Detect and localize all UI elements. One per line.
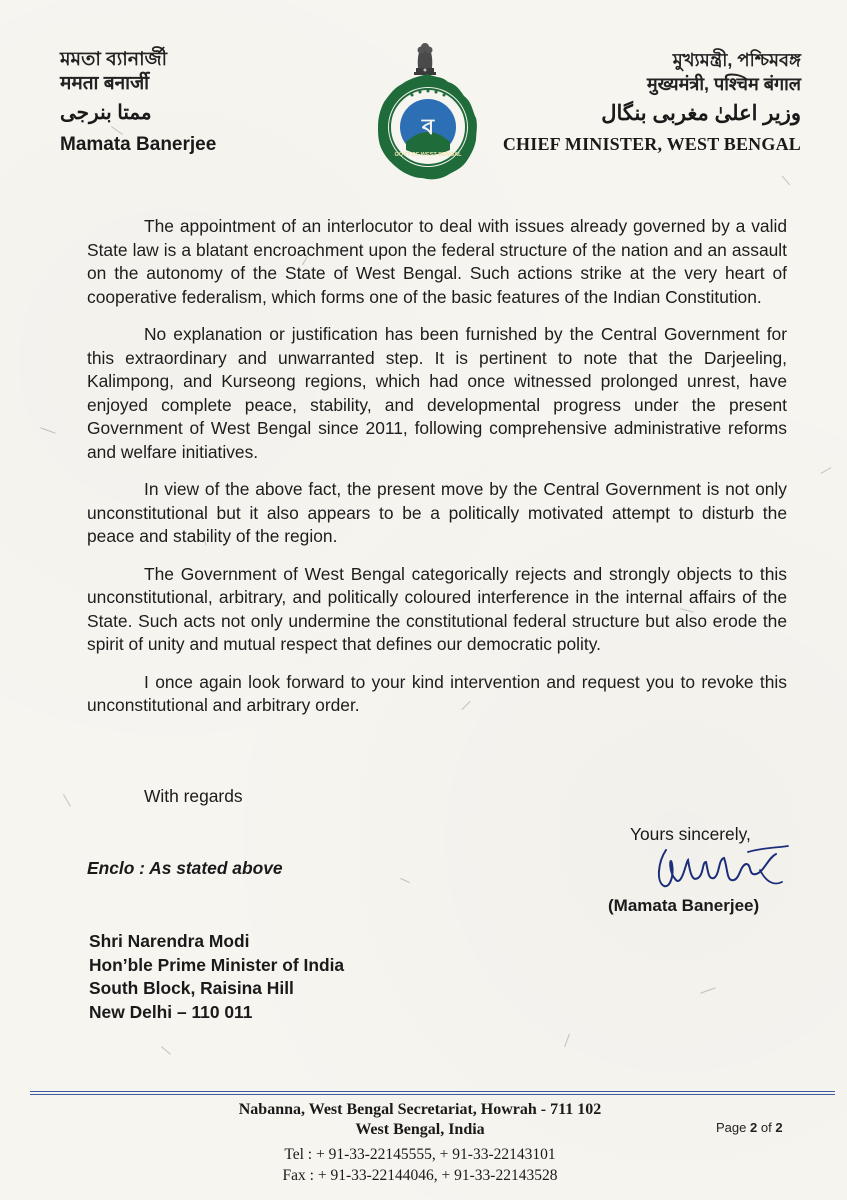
letterhead-right [501, 48, 801, 155]
footer-region: West Bengal, India [355, 1121, 485, 1138]
enclosure-note: Enclo : As stated above [87, 858, 283, 878]
page-number [716, 1120, 783, 1135]
page-total: 2 [775, 1120, 783, 1135]
addressee-line: South Block, Raisina Hill [89, 978, 294, 998]
signatory-name: (Mamata Banerjee) [608, 896, 760, 915]
paper-fiber [700, 987, 715, 993]
signature-block [604, 824, 814, 915]
footer-fax: Fax : + 91-33-22144046, + 91-33-22143528 [282, 1167, 558, 1184]
letterhead-left [60, 48, 320, 156]
svg-text:ব: ব [421, 115, 435, 140]
bengali-name: মমতা ব্যানার্জী [60, 49, 168, 70]
paper-fiber [564, 1034, 570, 1047]
footer-address: Nabanna, West Bengal Secretariat, Howrah - 711 102 [238, 1101, 602, 1118]
seal-text: GOVT OF WEST BENGAL [394, 152, 462, 158]
footer-divider [30, 1094, 835, 1095]
addressee-line: Hon’ble Prime Minister of India [89, 954, 345, 975]
closing-line: Yours sincerely, [630, 824, 751, 844]
paragraph: No explanation or justification has been furnished by the Central Government for this extraordinary and unwarranted step. It is pertinent to note that the Darjeeling, Kalimpong, and Kurseong regions, which had once witnessed prolonged unrest, have enjoyed complete peace, stability, and developmental progress under the present Government of West Bengal since 2011, following comprehensive administrative reforms and welfare initiatives. [87, 324, 787, 462]
paragraph: The Government of West Bengal categorically rejects and strongly objects to this unconstitutional, arbitrary, and politically coloured interference in the internal affairs of the State. Such acts not only undermine the constitutional federal structure but also erode the spirit of unity and mutual respect that defines our democratic polity. [87, 563, 787, 654]
west-bengal-seal-icon [376, 72, 480, 182]
page-of: of [760, 1120, 772, 1135]
english-name: Mamata Banerjee [60, 134, 217, 155]
paper-fiber [63, 794, 71, 807]
urdu-title: وزیر اعلیٰ مغربی بنگال [601, 102, 801, 125]
hindi-title: मुख्यमंत्री, पश्चिम बंगाल [646, 74, 801, 94]
paragraph: In view of the above fact, the present move by the Central Government is not only unconstitutional but it also appears to be a politically motivated attempt to disturb the peace and stability of the region. [87, 479, 787, 546]
paper-fiber [40, 427, 55, 433]
signature-icon [648, 842, 798, 898]
paragraph: I once again look forward to your kind intervention and request you to revoke this unconstitutional and arbitrary order. [87, 671, 787, 715]
urdu-name: ممتا بنرجی [60, 102, 152, 124]
letter-footer [110, 1100, 730, 1186]
addressee-line: Shri Narendra Modi [89, 931, 250, 951]
regards-line: With regards [144, 786, 243, 806]
national-emblem-icon [410, 38, 440, 76]
addressee-line: New Delhi – 110 011 [89, 1001, 253, 1022]
hindi-name: ममता बनार्जी [60, 73, 150, 94]
english-title: CHIEF MINISTER, WEST BENGAL [502, 134, 801, 154]
footer-divider [30, 1091, 835, 1092]
addressee-block [89, 930, 344, 1024]
bengali-title: মুখ্যমন্ত্রী, পশ্চিমবঙ্গ [672, 50, 801, 70]
page-label: Page [716, 1120, 747, 1135]
paper-fiber [161, 1046, 171, 1054]
paragraph: The appointment of an interlocutor to deal with issues already governed by a valid State law is a blatant encroachment upon the federal structure of the nation and an assault on the autonomy of the State of West Bengal. Such actions strike at the very heart of cooperative federalism, which forms one of the basic features of the Indian Constitution. [87, 216, 787, 307]
letter-body [87, 215, 787, 732]
paper-fiber [400, 878, 409, 883]
page-current: 2 [750, 1120, 758, 1135]
footer-tel: Tel : + 91-33-22145555, + 91-33-22143101 [284, 1146, 556, 1163]
paper-fiber [782, 176, 790, 186]
paper-fiber [821, 467, 832, 474]
